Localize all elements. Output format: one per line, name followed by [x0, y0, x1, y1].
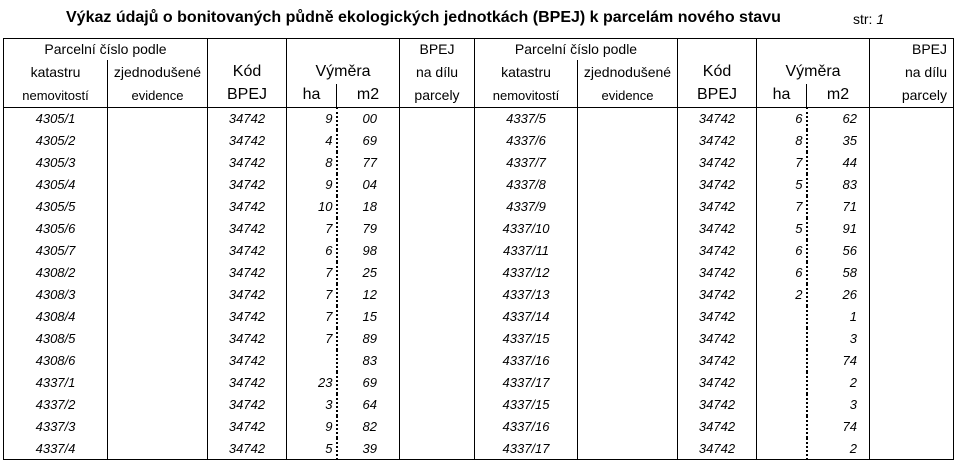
bpej-code-cell: 34742: [678, 438, 757, 460]
bpej-code-cell: 34742: [208, 306, 287, 328]
simplified-records-cell: [578, 350, 678, 372]
bpej-code-cell: 34742: [208, 240, 287, 262]
simplified-records-cell: [578, 108, 678, 130]
report-header: [0, 0, 960, 38]
bpej-part-cell: [870, 152, 954, 174]
page-number: 1: [876, 11, 885, 27]
bpej-code-cell: 34742: [208, 218, 287, 240]
area-m2-cell: 04: [362, 177, 377, 192]
bpej-part-cell: [400, 240, 475, 262]
col-header-records: evidence: [578, 84, 678, 108]
parcel-number-cell: 4337/2: [4, 394, 108, 416]
parcel-number-cell: 4305/5: [4, 196, 108, 218]
area-m2-cell: 2: [849, 375, 857, 390]
area-m2-cell: 69: [362, 375, 377, 390]
bpej-code-cell: 34742: [678, 196, 757, 218]
simplified-records-cell: [108, 306, 208, 328]
area-ha-cell: 5: [757, 174, 807, 196]
area-m2-cell: 74: [842, 419, 857, 434]
bpej-code-cell: 34742: [208, 416, 287, 438]
area-ha-cell: [757, 328, 807, 350]
simplified-records-cell: [108, 284, 208, 306]
bpej-code-cell: 34742: [208, 174, 287, 196]
area-ha-cell: 5: [757, 218, 807, 240]
bpej-part-cell: [870, 328, 954, 350]
bpej-code-cell: 34742: [208, 328, 287, 350]
parcel-number-cell: 4337/4: [4, 438, 108, 460]
bpej-part-cell: [870, 108, 954, 130]
bpej-code-cell: 34742: [678, 306, 757, 328]
table-row: [4, 438, 954, 460]
col-header-ha: ha: [287, 84, 337, 108]
parcel-number-cell: 4337/14: [475, 306, 578, 328]
col-header-code: Kód: [678, 60, 757, 84]
table-row: [4, 262, 954, 284]
area-ha-cell: 2: [757, 284, 807, 306]
col-header-bpej-code: BPEJ: [678, 84, 757, 108]
parcel-number-cell: 4305/6: [4, 218, 108, 240]
area-ha-cell: [757, 350, 807, 372]
parcel-number-cell: 4337/16: [475, 416, 578, 438]
area-ha-cell: [757, 438, 807, 460]
parcel-number-cell: 4337/1: [4, 372, 108, 394]
area-ha-cell: 23: [287, 372, 337, 394]
table-row: [4, 372, 954, 394]
bpej-code-cell: 34742: [208, 108, 287, 130]
parcel-number-cell: 4305/1: [4, 108, 108, 130]
area-m2-cell: 1: [849, 309, 857, 324]
simplified-records-cell: [578, 262, 678, 284]
parcel-number-cell: 4308/4: [4, 306, 108, 328]
area-m2-cell: 25: [362, 265, 377, 280]
parcel-number-cell: 4305/7: [4, 240, 108, 262]
area-ha-cell: 9: [287, 108, 337, 130]
simplified-records-cell: [108, 218, 208, 240]
page-label: str:: [853, 11, 873, 27]
area-m2-cell: 91: [842, 221, 857, 236]
col-header-part: na dílu: [400, 60, 475, 84]
area-m2-cell: 18: [362, 199, 377, 214]
bpej-part-cell: [400, 218, 475, 240]
table-row: [4, 416, 954, 438]
bpej-code-cell: 34742: [678, 328, 757, 350]
col-header-m2: m2: [807, 84, 870, 108]
area-m2-cell: 26: [842, 287, 857, 302]
bpej-part-cell: [400, 262, 475, 284]
bpej-code-cell: 34742: [678, 240, 757, 262]
simplified-records-cell: [578, 328, 678, 350]
simplified-records-cell: [578, 372, 678, 394]
table-body: [4, 108, 954, 460]
area-m2-cell: 35: [842, 133, 857, 148]
bpej-code-cell: 34742: [678, 372, 757, 394]
simplified-records-cell: [108, 108, 208, 130]
bpej-code-cell: 34742: [678, 130, 757, 152]
simplified-records-cell: [108, 152, 208, 174]
bpej-code-cell: 34742: [678, 218, 757, 240]
area-ha-cell: 7: [287, 328, 337, 350]
parcel-number-cell: 4305/2: [4, 130, 108, 152]
col-header-cadastre: katastru: [475, 60, 578, 84]
bpej-part-cell: [870, 306, 954, 328]
bpej-code-cell: 34742: [678, 152, 757, 174]
col-header-real-estate: nemovitostí: [4, 84, 108, 108]
area-ha-cell: 6: [287, 240, 337, 262]
table-row: [4, 306, 954, 328]
parcel-number-cell: 4337/13: [475, 284, 578, 306]
col-header-parcel: parcely: [870, 84, 954, 108]
parcel-number-cell: 4337/17: [475, 438, 578, 460]
bpej-code-cell: 34742: [208, 372, 287, 394]
table-row: [4, 240, 954, 262]
simplified-records-cell: [108, 196, 208, 218]
area-ha-cell: 3: [287, 394, 337, 416]
bpej-part-cell: [870, 284, 954, 306]
bpej-code-cell: 34742: [678, 394, 757, 416]
bpej-part-cell: [870, 438, 954, 460]
bpej-part-cell: [870, 240, 954, 262]
bpej-part-cell: [870, 416, 954, 438]
area-ha-cell: [757, 394, 807, 416]
bpej-code-cell: 34742: [678, 108, 757, 130]
parcel-number-cell: 4305/4: [4, 174, 108, 196]
bpej-part-cell: [400, 306, 475, 328]
bpej-code-cell: 34742: [208, 438, 287, 460]
table-row: [4, 350, 954, 372]
col-header-parcel: parcely: [400, 84, 475, 108]
bpej-code-cell: 34742: [208, 394, 287, 416]
area-ha-cell: 7: [287, 284, 337, 306]
area-m2-cell: 82: [362, 419, 377, 434]
simplified-records-cell: [108, 350, 208, 372]
area-m2-cell: 83: [362, 353, 377, 368]
area-m2-cell: 44: [842, 155, 857, 170]
simplified-records-cell: [108, 394, 208, 416]
simplified-records-cell: [578, 196, 678, 218]
area-m2-cell: 58: [842, 265, 857, 280]
area-m2-cell: 69: [362, 133, 377, 148]
bpej-code-cell: 34742: [208, 196, 287, 218]
bpej-code-cell: 34742: [208, 130, 287, 152]
area-ha-cell: [757, 306, 807, 328]
parcel-number-cell: 4337/16: [475, 350, 578, 372]
area-ha-cell: 7: [757, 152, 807, 174]
bpej-part-cell: [400, 196, 475, 218]
area-m2-cell: 64: [362, 397, 377, 412]
col-header-simplified: zjednodušené: [578, 60, 678, 84]
simplified-records-cell: [578, 152, 678, 174]
area-ha-cell: 6: [757, 108, 807, 130]
table-row: [4, 284, 954, 306]
col-header-simplified: zjednodušené: [108, 60, 208, 84]
area-ha-cell: 6: [757, 262, 807, 284]
bpej-part-cell: [870, 350, 954, 372]
simplified-records-cell: [578, 394, 678, 416]
simplified-records-cell: [578, 218, 678, 240]
bpej-part-cell: [400, 328, 475, 350]
col-header-ha: ha: [757, 84, 807, 108]
parcel-number-cell: 4337/10: [475, 218, 578, 240]
area-m2-cell: 00: [362, 111, 377, 127]
bpej-part-cell: [400, 372, 475, 394]
area-ha-cell: 6: [757, 240, 807, 262]
area-m2-cell: 39: [337, 438, 400, 460]
area-ha-cell: 7: [287, 218, 337, 240]
parcel-number-cell: 4305/3: [4, 152, 108, 174]
bpej-code-cell: 34742: [678, 350, 757, 372]
simplified-records-cell: [108, 328, 208, 350]
bpej-part-cell: [400, 152, 475, 174]
area-ha-cell: [757, 416, 807, 438]
simplified-records-cell: [578, 306, 678, 328]
bpej-part-cell: [400, 438, 475, 460]
bpej-part-cell: [400, 284, 475, 306]
area-ha-cell: 8: [757, 130, 807, 152]
parcel-number-cell: 4337/12: [475, 262, 578, 284]
bpej-part-cell: [870, 394, 954, 416]
bpej-part-cell: [400, 350, 475, 372]
area-ha-cell: 7: [757, 196, 807, 218]
col-header-part: na dílu: [870, 60, 954, 84]
area-m2-cell: 56: [842, 243, 857, 258]
parcel-number-cell: 4337/17: [475, 372, 578, 394]
simplified-records-cell: [108, 438, 208, 460]
bpej-part-cell: [400, 130, 475, 152]
parcel-number-cell: 4337/9: [475, 196, 578, 218]
table-row: [4, 108, 954, 130]
simplified-records-cell: [108, 174, 208, 196]
bpej-code-cell: 34742: [678, 262, 757, 284]
parcel-number-cell: 4308/2: [4, 262, 108, 284]
table-row: [4, 218, 954, 240]
bpej-part-cell: [400, 174, 475, 196]
area-m2-cell: 98: [362, 243, 377, 258]
parcel-number-cell: 4337/3: [4, 416, 108, 438]
bpej-part-cell: [870, 130, 954, 152]
simplified-records-cell: [108, 372, 208, 394]
area-ha-cell: 4: [287, 130, 337, 152]
simplified-records-cell: [108, 130, 208, 152]
area-m2-cell: 74: [842, 353, 857, 368]
bpej-code-cell: 34742: [678, 284, 757, 306]
parcel-number-cell: 4337/11: [475, 240, 578, 262]
area-m2-cell: 12: [362, 287, 377, 302]
area-ha-cell: 9: [287, 416, 337, 438]
area-m2-cell: 3: [849, 331, 857, 346]
simplified-records-cell: [108, 416, 208, 438]
area-m2-cell: 71: [842, 199, 857, 214]
parcel-number-cell: 4308/5: [4, 328, 108, 350]
table-row: [4, 394, 954, 416]
parcel-number-cell: 4308/6: [4, 350, 108, 372]
simplified-records-cell: [108, 240, 208, 262]
area-m2-cell: 83: [842, 177, 857, 192]
bpej-code-cell: 34742: [208, 152, 287, 174]
bpej-part-cell: [400, 108, 475, 130]
area-m2-cell: 79: [362, 221, 377, 236]
area-m2-cell: 89: [362, 331, 377, 346]
table-row: [4, 152, 954, 174]
simplified-records-cell: [578, 130, 678, 152]
simplified-records-cell: [108, 262, 208, 284]
table-row: [4, 328, 954, 350]
parcel-number-cell: 4337/6: [475, 130, 578, 152]
bpej-code-cell: 34742: [208, 262, 287, 284]
table-row: [4, 130, 954, 152]
bpej-code-cell: 34742: [678, 174, 757, 196]
area-ha-cell: 5: [287, 438, 337, 460]
parcel-number-cell: 4308/3: [4, 284, 108, 306]
col-header-bpej-code: BPEJ: [208, 84, 287, 108]
col-header-bpej: BPEJ: [870, 39, 954, 60]
bpej-part-cell: [870, 196, 954, 218]
col-header-parcel-number: Parcelní číslo podle: [475, 39, 678, 60]
col-header-cadastre: katastru: [4, 60, 108, 84]
bpej-table: [3, 38, 954, 460]
page-title: Výkaz údajů o bonitovaných půdně ekologických jednotkách (BPEJ) k parcelám nového stavu: [66, 9, 781, 26]
bpej-part-cell: [870, 218, 954, 240]
bpej-part-cell: [400, 416, 475, 438]
area-m2-cell: 3: [849, 397, 857, 412]
area-m2-cell: 15: [362, 309, 377, 324]
col-header-parcel-number: Parcelní číslo podle: [4, 39, 208, 60]
area-m2-cell: 62: [842, 111, 857, 127]
parcel-number-cell: 4337/8: [475, 174, 578, 196]
simplified-records-cell: [578, 240, 678, 262]
col-header-bpej: BPEJ: [400, 39, 475, 60]
bpej-code-cell: 34742: [208, 350, 287, 372]
page-indicator: [853, 11, 884, 27]
area-m2-cell: 2: [807, 438, 870, 460]
col-header-records: evidence: [108, 84, 208, 108]
col-header-code: Kód: [208, 60, 287, 84]
area-ha-cell: 9: [287, 174, 337, 196]
area-ha-cell: 7: [287, 262, 337, 284]
col-header-area: Výměra: [757, 60, 870, 84]
col-header-area: Výměra: [287, 60, 400, 84]
simplified-records-cell: [578, 438, 678, 460]
area-ha-cell: [757, 372, 807, 394]
parcel-number-cell: 4337/15: [475, 394, 578, 416]
bpej-part-cell: [870, 372, 954, 394]
table-row: [4, 196, 954, 218]
simplified-records-cell: [578, 416, 678, 438]
parcel-number-cell: 4337/5: [475, 108, 578, 130]
table-header: [4, 39, 954, 108]
parcel-number-cell: 4337/15: [475, 328, 578, 350]
parcel-number-cell: 4337/7: [475, 152, 578, 174]
area-ha-cell: 7: [287, 306, 337, 328]
bpej-part-cell: [400, 394, 475, 416]
bpej-part-cell: [870, 262, 954, 284]
area-ha-cell: 10: [287, 196, 337, 218]
bpej-part-cell: [870, 174, 954, 196]
area-m2-cell: 77: [362, 155, 377, 170]
area-ha-cell: 8: [287, 152, 337, 174]
bpej-code-cell: 34742: [208, 284, 287, 306]
table-row: [4, 174, 954, 196]
col-header-m2: m2: [337, 84, 400, 108]
simplified-records-cell: [578, 174, 678, 196]
bpej-code-cell: 34742: [678, 416, 757, 438]
area-ha-cell: [287, 350, 337, 372]
col-header-real-estate: nemovitostí: [475, 84, 578, 108]
simplified-records-cell: [578, 284, 678, 306]
